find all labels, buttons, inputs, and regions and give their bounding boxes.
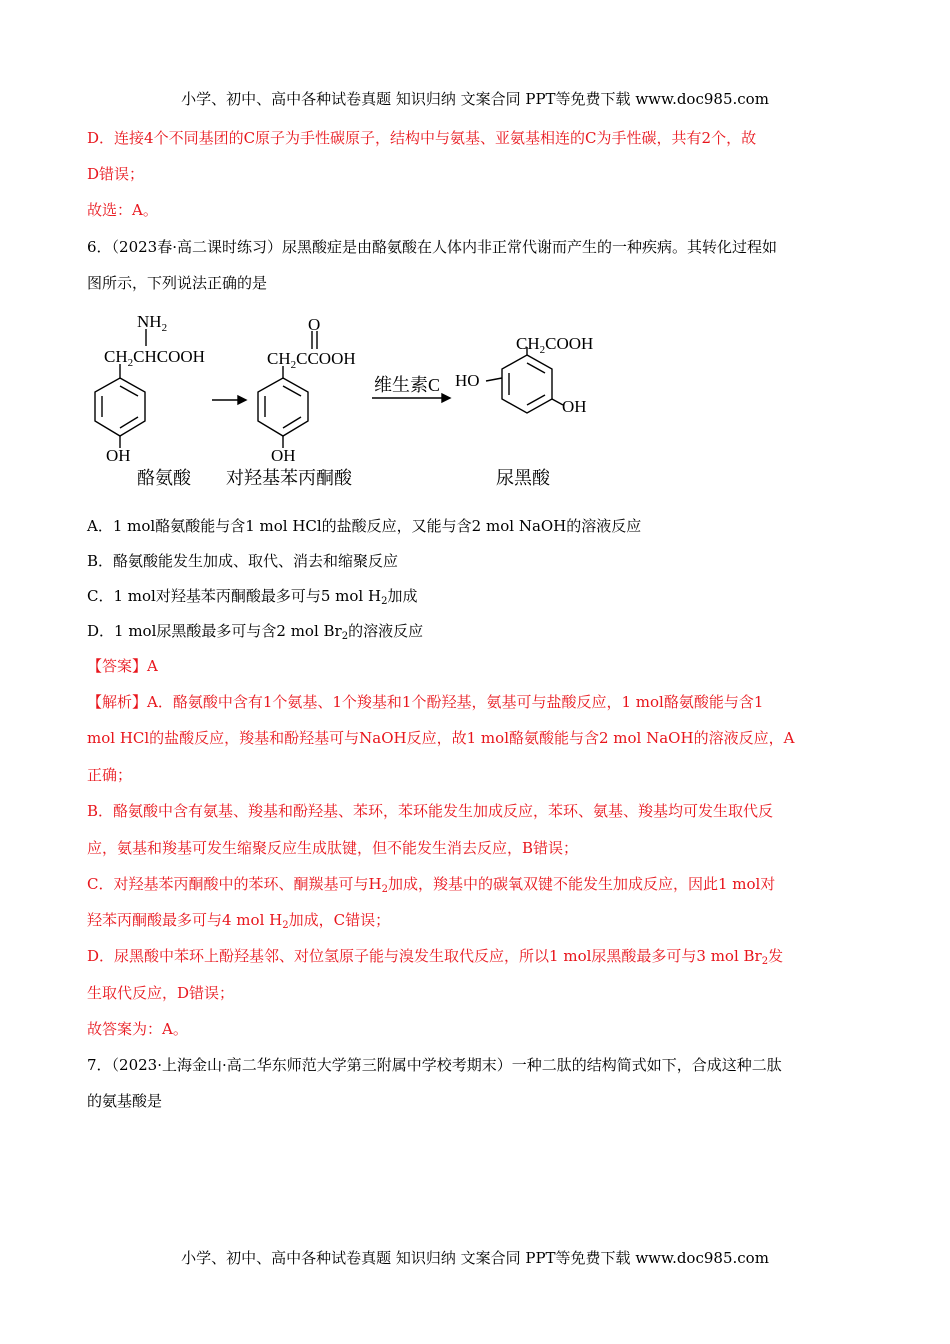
tyrosine-oh-label: OH [106, 446, 131, 465]
page-header: 小学、初中、高中各种试卷真题 知识归纳 文案合同 PPT等免费下载 www.doc985.com [181, 90, 769, 108]
q6-option-c: C．1 mol对羟基苯丙酮酸最多可与5 mol $H_2$加成 [87, 587, 418, 607]
tyrosine-chain-label: $CH_2CHCOOH$ [104, 347, 205, 369]
intermediate-oh-label: OH [271, 446, 296, 465]
analysis-a-line1: 【解析】A．酪氨酸中含有1个氨基、1个羧基和1个酚羟基，氨基可与盐酸反应，1 mol酪氨酸能与含1 [87, 693, 764, 711]
analysis-a-line2: mol HCl的盐酸反应，羧基和酚羟基可与NaOH反应，故1 mol酪氨酸能与含2 mol NaOH的溶液反应，A [87, 729, 795, 747]
q6-answer [87, 655, 158, 676]
analysis-c-line1: C．对羟基苯丙酮酸中的苯环、酮羰基可与$H_2$加成，羧基中的碳氧双键不能发生加成反应，因此1 mol对 [87, 875, 776, 895]
hga-chain-label: $CH_2COOH$ [516, 334, 594, 356]
page-footer: 小学、初中、高中各种试卷真题 知识归纳 文案合同 PPT等免费下载 www.doc985.com [181, 1249, 769, 1267]
intermediate-o-label: O [308, 315, 321, 334]
hga-name: 尿黑酸 [496, 468, 550, 488]
analysis-c-line2: 羟苯丙酮酸最多可与4 mol $H_2$加成，C错误； [87, 911, 391, 931]
analysis-conclusion: 故答案为：A。 [87, 1020, 188, 1038]
tyrosine-nh2-label: $NH_2$ [137, 312, 168, 334]
prev-option-d-line1: D．连接4个不同基团的C原子为手性碳原子，结构中与氨基、亚氨基相连的C为手性碳，共有2个，故 [87, 129, 757, 147]
analysis-b-line2: 应，氨基和羧基可发生缩聚反应生成肽键，但不能发生消去反应，B错误； [87, 839, 579, 857]
intermediate-chain-label: $CH_2CCOOH$ [267, 349, 356, 371]
q6-stem-line2: 图所示，下列说法正确的是 [87, 274, 268, 292]
reaction-scheme-figure [0, 300, 950, 500]
prev-conclusion: 故选：A。 [87, 201, 158, 219]
reaction-arrow-1 [212, 396, 246, 404]
analysis-a-line3: 正确； [87, 766, 133, 784]
analysis-label: 【解析】 [87, 693, 148, 711]
prev-option-d-line2: D错误； [87, 165, 145, 183]
arrow-label-vitamin-c: 维生素C [374, 375, 441, 395]
q6-option-a: A．1 mol酪氨酸能与含1 mol HCl的盐酸反应，又能与含2 mol NaOH的溶液反应 [87, 517, 642, 535]
analysis-b-line1: B．酪氨酸中含有氨基、羧基和酚羟基、苯环，苯环能发生加成反应，苯环、氨基、羧基均可发生取代反 [87, 802, 774, 820]
q7-stem-line2: 的氨基酸是 [87, 1092, 163, 1110]
answer-label: 【答案】 [87, 657, 148, 675]
answer-value: A [147, 657, 158, 675]
hga-oh-label: OH [562, 397, 587, 416]
q6-stem-line1: 6．（2023春·高二课时练习）尿黑酸症是由酪氨酸在人体内非正常代谢而产生的一种疾病。其转化过程如 [87, 238, 777, 256]
q6-option-d: D．1 mol尿黑酸最多可与含2 mol $Br_2$的溶液反应 [87, 622, 424, 642]
analysis-d-line1: D．尿黑酸中苯环上酚羟基邻、对位氢原子能与溴发生取代反应，所以1 mol尿黑酸最多可与3 mol $Br_2$发 [87, 947, 784, 967]
hga-ho-label: HO [455, 371, 480, 390]
tyrosine-name: 酪氨酸 [137, 468, 191, 488]
analysis-d-line2: 生取代反应，D错误； [87, 984, 235, 1002]
q7-stem-line1: 7．（2023·上海金山·高二华东师范大学第三附属中学校考期末）一种二肽的结构简式如下，合成这种二肽 [87, 1056, 782, 1074]
q6-option-b: B．酪氨酸能发生加成、取代、消去和缩聚反应 [87, 552, 399, 570]
intermediate-name: 对羟基苯丙酮酸 [226, 468, 352, 488]
reaction-arrow-2 [372, 394, 450, 402]
